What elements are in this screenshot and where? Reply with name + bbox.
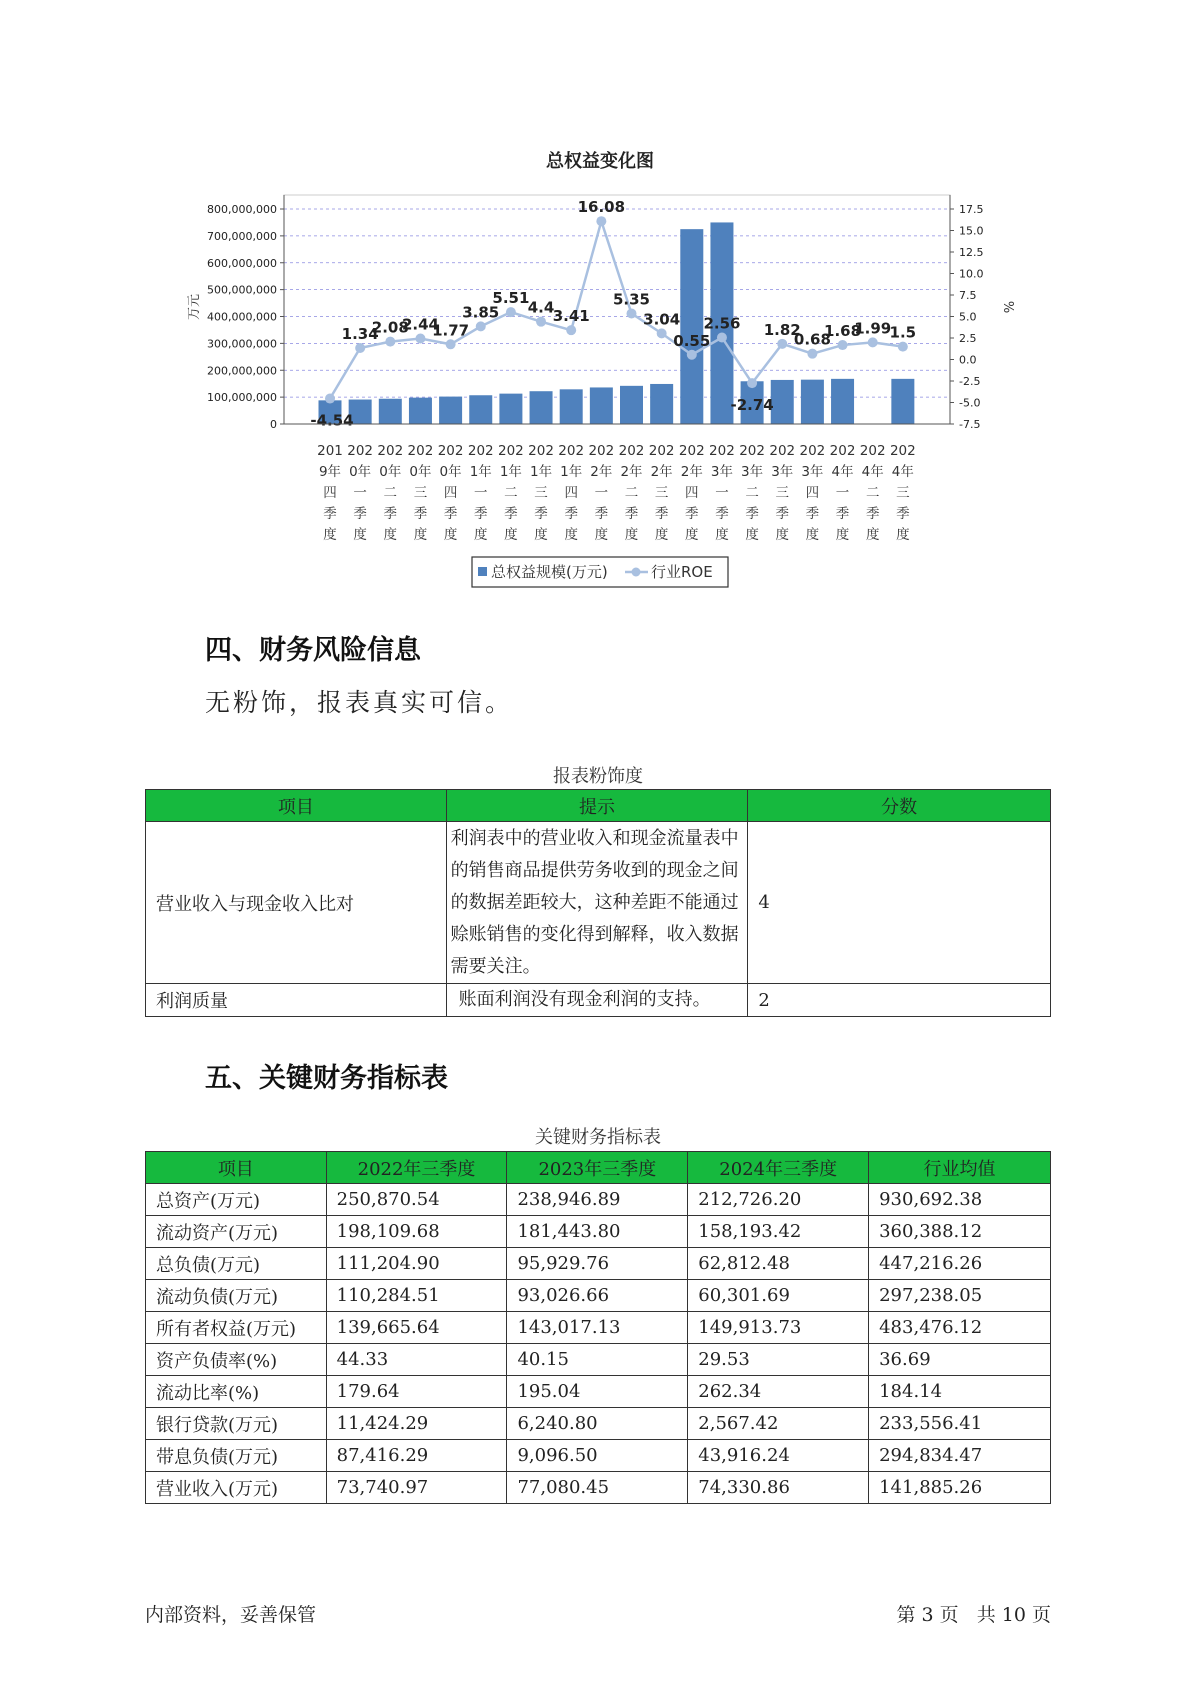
x-tick-label: 202 4年二季度	[859, 443, 886, 543]
roe-point	[446, 339, 456, 349]
left-tick-label: 0	[270, 418, 277, 431]
key-row-value: 60,301.69	[688, 1280, 869, 1312]
roe-data-label: 1.34	[341, 324, 379, 343]
key-header-2024q3: 2024年三季度	[688, 1152, 869, 1184]
right-tick-label: 2.5	[959, 332, 977, 345]
roe-point	[657, 328, 667, 338]
key-row-value: 250,870.54	[326, 1184, 507, 1216]
roe-data-label: 5.51	[492, 289, 530, 308]
key-row-value: 930,692.38	[869, 1184, 1051, 1216]
key-table-row	[146, 1216, 1051, 1248]
section-5-heading: 五、关键财务指标表	[205, 1063, 448, 1094]
key-row-value: 262.34	[688, 1376, 869, 1408]
key-row-value: 44.33	[326, 1344, 507, 1376]
x-tick-label: 202 1年四季度	[558, 443, 585, 543]
key-row-label: 银行贷款(万元)	[146, 1408, 327, 1440]
chart-legend	[472, 557, 728, 587]
equity-bar	[409, 398, 432, 424]
risk-hint: 利润表中的营业收入和现金流量表中的销售商品提供劳务收到的现金之间的数据差距较大，这种差距不能通过赊账销售的变化得到解释，收入数据需要关注。	[446, 822, 748, 984]
key-row-value: 141,885.26	[869, 1472, 1051, 1504]
risk-table-row	[146, 822, 1051, 984]
key-row-label: 流动资产(万元)	[146, 1216, 327, 1248]
right-tick-label: -2.5	[959, 375, 981, 388]
legend-label-equity: 总权益规模(万元)	[491, 563, 608, 581]
roe-data-label: -4.54	[310, 411, 354, 430]
key-row-value: 6,240.80	[507, 1408, 688, 1440]
equity-chart	[0, 0, 1191, 600]
key-row-value: 233,556.41	[869, 1408, 1051, 1440]
key-row-value: 294,834.47	[869, 1440, 1051, 1472]
equity-bar	[771, 380, 794, 424]
x-tick-label: 202 0年三季度	[407, 443, 434, 543]
key-table-row	[146, 1472, 1051, 1504]
x-tick-label: 202 3年三季度	[769, 443, 796, 543]
key-row-value: 212,726.20	[688, 1184, 869, 1216]
key-row-label: 营业收入(万元)	[146, 1472, 327, 1504]
equity-bar	[560, 389, 583, 424]
left-tick-label: 400,000,000	[207, 310, 277, 324]
key-row-label: 资产负债率(%)	[146, 1344, 327, 1376]
roe-data-label: 1.82	[763, 320, 801, 339]
key-row-label: 所有者权益(万元)	[146, 1312, 327, 1344]
roe-data-label: 1.68	[824, 322, 862, 341]
x-tick-label: 202 0年四季度	[437, 443, 464, 543]
equity-bar	[379, 399, 402, 424]
key-row-value: 238,946.89	[507, 1184, 688, 1216]
equity-bar	[469, 395, 492, 424]
x-tick-label: 202 0年一季度	[347, 443, 374, 543]
key-row-label: 带息负债(万元)	[146, 1440, 327, 1472]
key-row-value: 77,080.45	[507, 1472, 688, 1504]
key-row-value: 36.69	[869, 1344, 1051, 1376]
left-tick-label: 100,000,000	[207, 391, 277, 405]
right-tick-label: -5.0	[959, 396, 981, 410]
equity-bar	[530, 391, 553, 424]
right-tick-label: -7.5	[959, 418, 981, 431]
right-axis-label: %	[1000, 300, 1015, 314]
key-table-row	[146, 1376, 1051, 1408]
equity-bar	[439, 397, 462, 424]
key-row-value: 483,476.12	[869, 1312, 1051, 1344]
key-row-value: 110,284.51	[326, 1280, 507, 1312]
roe-data-label: 0.55	[673, 331, 711, 350]
roe-point	[627, 308, 637, 318]
x-tick-label: 202 3年一季度	[709, 443, 735, 543]
key-row-value: 73,740.97	[326, 1472, 507, 1504]
key-table-header-row	[146, 1152, 1051, 1184]
roe-point	[506, 307, 516, 317]
key-row-label: 流动比率(%)	[146, 1376, 327, 1408]
x-tick-label: 202 4年一季度	[829, 443, 856, 543]
key-row-value: 40.15	[507, 1344, 688, 1376]
footer-confidential: 内部资料，妥善保管	[145, 1604, 317, 1626]
key-row-value: 143,017.13	[507, 1312, 688, 1344]
x-tick-label: 202 1年一季度	[467, 443, 494, 543]
chart-title: 总权益变化图	[546, 151, 654, 172]
key-table-row	[146, 1440, 1051, 1472]
roe-point	[807, 349, 817, 359]
roe-data-label: 2.44	[401, 315, 439, 334]
roe-point	[717, 332, 727, 342]
risk-table-caption: 报表粉饰度	[553, 766, 643, 787]
key-row-value: 43,916.24	[688, 1440, 869, 1472]
equity-bar	[891, 379, 914, 424]
x-tick-label: 202 3年二季度	[739, 443, 765, 543]
roe-point	[415, 334, 425, 344]
roe-point	[596, 216, 606, 226]
key-table-row	[146, 1184, 1051, 1216]
key-row-value: 195.04	[507, 1376, 688, 1408]
roe-point	[838, 340, 848, 350]
roe-data-label: -2.74	[730, 396, 774, 415]
x-tick-label: 202 1年三季度	[528, 443, 554, 543]
roe-point	[747, 378, 757, 388]
key-indicators-table	[145, 1151, 1051, 1504]
key-header-2023q3: 2023年三季度	[507, 1152, 688, 1184]
right-tick-label: 10.0	[959, 267, 984, 281]
equity-bar	[680, 229, 703, 424]
key-header-2022q3: 2022年三季度	[326, 1152, 507, 1184]
key-row-value: 184.14	[869, 1376, 1051, 1408]
roe-point	[566, 325, 576, 335]
left-tick-label: 600,000,000	[207, 256, 277, 270]
roe-data-label: 5.35	[612, 290, 651, 309]
key-row-label: 总资产(万元)	[146, 1184, 327, 1216]
x-tick-label: 202 1年二季度	[498, 443, 524, 543]
key-row-value: 181,443.80	[507, 1216, 688, 1248]
legend-swatch-bar	[478, 567, 487, 576]
roe-point	[355, 343, 365, 353]
key-row-value: 62,812.48	[688, 1248, 869, 1280]
risk-table	[145, 789, 1051, 1017]
roe-point	[385, 337, 395, 347]
roe-point	[476, 321, 486, 331]
roe-data-label: 2.08	[371, 318, 409, 337]
equity-bar	[801, 380, 824, 424]
right-tick-label: 15.0	[959, 224, 984, 238]
key-row-value: 29.53	[688, 1344, 869, 1376]
equity-bar	[650, 384, 673, 424]
roe-data-label: 1.77	[432, 321, 470, 340]
key-row-value: 9,096.50	[507, 1440, 688, 1472]
roe-point	[868, 337, 878, 347]
left-tick-label: 800,000,000	[207, 203, 277, 216]
risk-item: 营业收入与现金收入比对	[146, 822, 447, 984]
section-4-paragraph: 无粉饰，报表真实可信。	[205, 688, 514, 717]
roe-data-label: 2.56	[703, 314, 741, 333]
x-tick-label: 202 2年三季度	[648, 443, 675, 543]
roe-data-label: 3.04	[643, 310, 681, 329]
equity-bar	[590, 387, 613, 424]
key-row-value: 74,330.86	[688, 1472, 869, 1504]
key-row-label: 流动负债(万元)	[146, 1280, 327, 1312]
key-row-value: 87,416.29	[326, 1440, 507, 1472]
roe-data-label: 3.41	[552, 307, 590, 326]
key-table-row	[146, 1280, 1051, 1312]
key-row-value: 297,238.05	[869, 1280, 1051, 1312]
key-row-value: 93,026.66	[507, 1280, 688, 1312]
x-tick-label: 202 3年四季度	[799, 443, 826, 543]
equity-bar	[620, 386, 643, 424]
left-axis-label: 万元	[187, 293, 202, 321]
section-4-heading: 四、财务风险信息	[205, 635, 421, 666]
risk-score: 2	[748, 984, 1051, 1017]
roe-data-label: 1.5	[889, 323, 917, 342]
right-tick-label: 0.0	[959, 353, 977, 367]
key-row-label: 总负债(万元)	[146, 1248, 327, 1280]
x-tick-label: 202 2年一季度	[588, 443, 615, 543]
legend-label-roe: 行业ROE	[651, 563, 713, 581]
roe-data-label: 16.08	[577, 198, 626, 217]
risk-item: 利润质量	[146, 984, 447, 1017]
key-row-value: 158,193.42	[688, 1216, 869, 1248]
legend-swatch-marker	[632, 568, 641, 577]
key-row-value: 139,665.64	[326, 1312, 507, 1344]
roe-point	[777, 339, 787, 349]
x-tick-label: 202 2年二季度	[618, 443, 645, 543]
left-tick-label: 500,000,000	[207, 283, 277, 297]
roe-data-label: 4.4	[527, 298, 555, 317]
roe-point	[687, 350, 697, 360]
risk-hint: 账面利润没有现金利润的支持。	[446, 984, 748, 1017]
key-row-value: 95,929.76	[507, 1248, 688, 1280]
risk-table-row	[146, 984, 1051, 1017]
key-table-row	[146, 1344, 1051, 1376]
roe-point	[898, 342, 908, 352]
key-row-value: 149,913.73	[688, 1312, 869, 1344]
risk-score: 4	[748, 822, 1051, 984]
key-row-value: 2,567.42	[688, 1408, 869, 1440]
x-tick-label: 202 2年四季度	[678, 443, 705, 543]
right-tick-label: 17.5	[959, 203, 984, 216]
key-header-item: 项目	[146, 1152, 327, 1184]
risk-header-hint: 提示	[446, 790, 748, 822]
x-tick-label: 202 0年二季度	[377, 443, 404, 543]
key-table-row	[146, 1248, 1051, 1280]
key-table-caption: 关键财务指标表	[535, 1127, 661, 1148]
roe-data-label: 0.68	[793, 330, 831, 349]
right-tick-label: 12.5	[959, 246, 984, 259]
equity-bar	[831, 379, 854, 424]
right-tick-label: 7.5	[959, 289, 977, 302]
key-row-value: 11,424.29	[326, 1408, 507, 1440]
equity-bar	[499, 394, 522, 424]
left-tick-label: 200,000,000	[207, 364, 277, 378]
x-tick-label: 202 4年三季度	[889, 443, 916, 543]
key-row-value: 360,388.12	[869, 1216, 1051, 1248]
roe-data-label: 3.85	[462, 303, 500, 322]
roe-data-label: 1.99	[854, 319, 892, 338]
key-row-value: 198,109.68	[326, 1216, 507, 1248]
roe-point	[325, 394, 335, 404]
key-row-value: 447,216.26	[869, 1248, 1051, 1280]
risk-table-header-row	[146, 790, 1051, 822]
key-header-industry-avg: 行业均值	[869, 1152, 1051, 1184]
key-row-value: 179.64	[326, 1376, 507, 1408]
key-row-value: 111,204.90	[326, 1248, 507, 1280]
key-table-row	[146, 1312, 1051, 1344]
left-tick-label: 700,000,000	[207, 229, 277, 243]
footer-page-number: 第 3 页 共 10 页	[896, 1604, 1051, 1626]
roe-point	[536, 317, 546, 327]
risk-header-item: 项目	[146, 790, 447, 822]
x-tick-label: 201 9年四季度	[317, 443, 343, 543]
risk-header-score: 分数	[748, 790, 1051, 822]
left-tick-label: 300,000,000	[207, 337, 277, 351]
right-tick-label: 5.0	[959, 310, 977, 324]
key-table-row	[146, 1408, 1051, 1440]
